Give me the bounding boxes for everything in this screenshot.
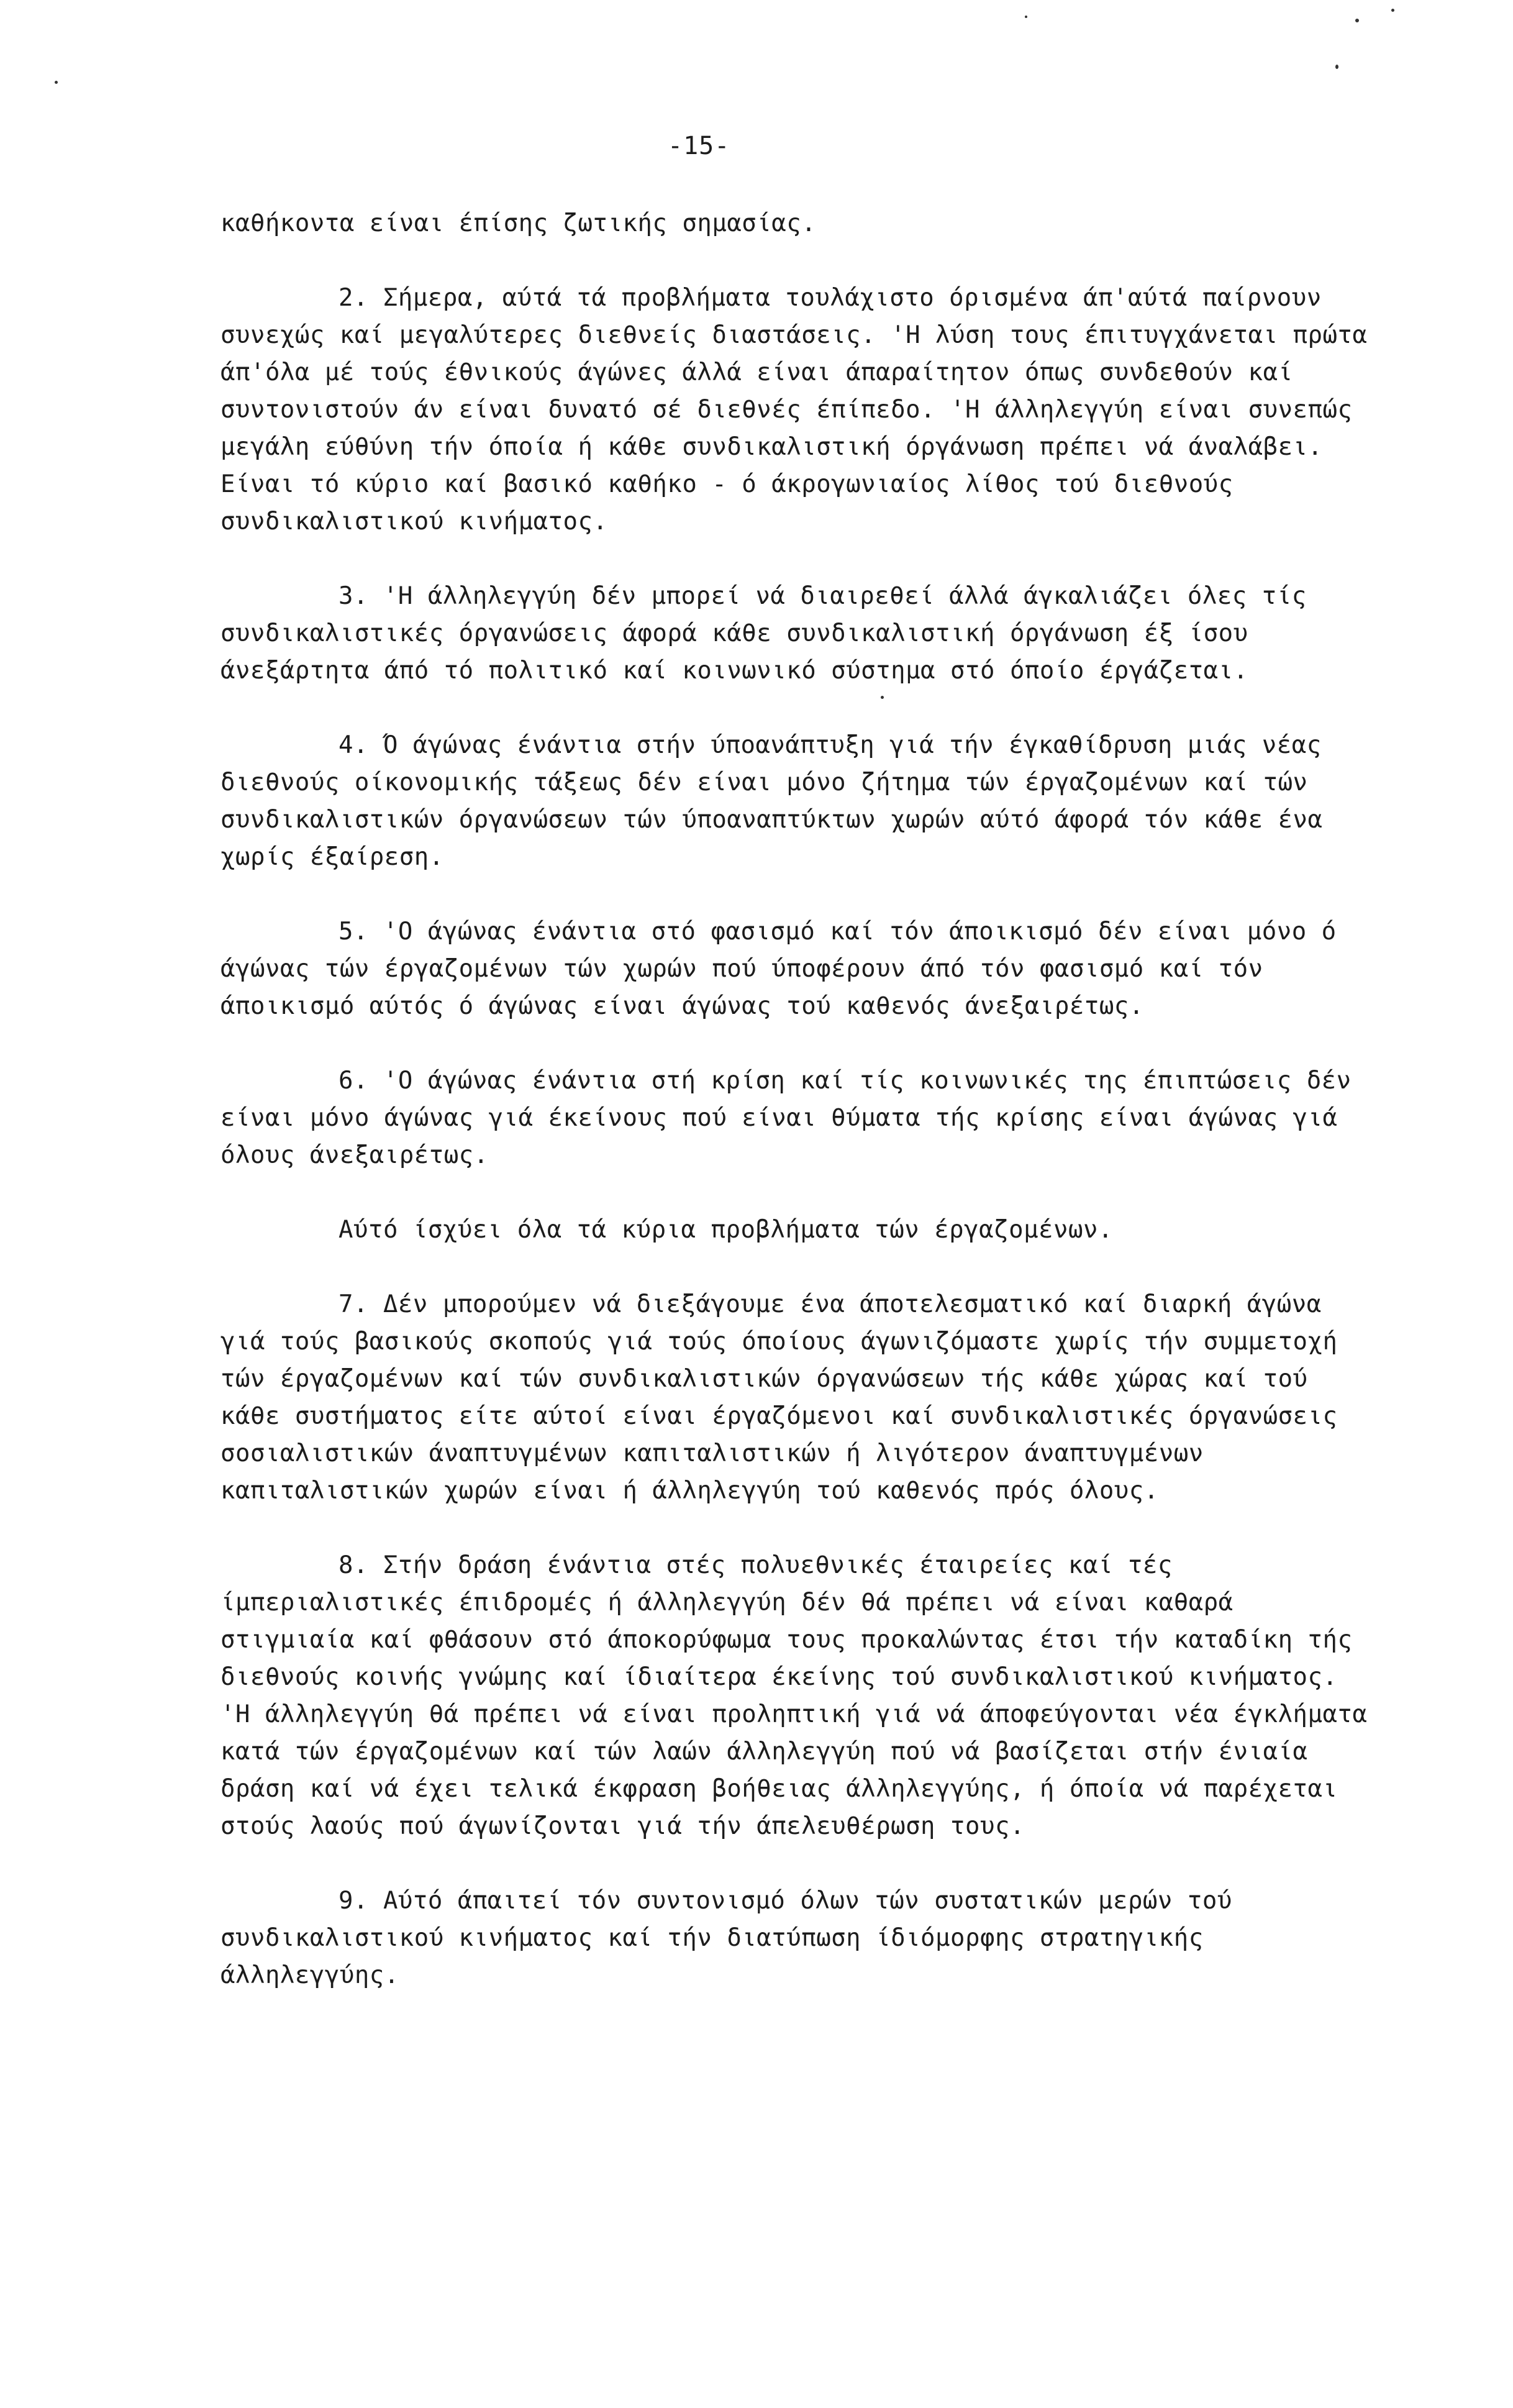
scan-speck [1335,65,1338,69]
paragraph-7: 7. Δέν μπορούμεν νά διεξάγουμε ένα άποτελεσματικό καί διαρκή άγώνα γιά τούς βασικούς σκοπούς γιά τούς όποίους άγωνιζόμαστε χωρίς τήν συμμετοχή τών έργαζομένων καί τών συνδικαλιστικών όργανώσεων τής κάθε χώρας καί τού κάθε συστήματος είτε αύτοί είναι έργαζόμενοι καί συνδικαλιστικές όργανώσεις σοσιαλιστικών άναπτυγμένων καπιταλιστικών ή λιγότερον άναπτυγμένων καπιταλιστικών χωρών είναι ή άλληλεγγύη τού καθενός πρός όλους. [220,1290,1338,1505]
paragraph-9: 9. Αύτό άπαιτεί τόν συντονισμό όλων τών συστατικών μερών τού συνδικαλιστικού κινήματος καί τήν διατύπωση ίδιόμορφης στρατηγικής άλληλεγγύης. [220,1887,1232,1989]
paragraph-2: 2. Σήμερα, αύτά τά προβλήματα τουλάχιστο όρισμένα άπ'αύτά παίρνουν συνεχώς καί μεγαλύτερες διεθνείς διαστάσεις. 'Η λύση τους έπιτυγχάνεται πρώτα άπ'όλα μέ τούς έθνικούς άγώνες άλλά είναι άπαραίτητον όπως συνδεθούν καί συντονιστούν άν είναι δυνατό σέ διεθνές έπίπεδο. 'Η άλληλεγγύη είναι συνεπώς μεγάλη εύθύνη τήν όποία ή κάθε συνδικαλιστική όργάνωση πρέπει νά άναλάβει. Είναι τό κύριο καί βασικό καθήκο - ό άκρογωνιαίος λίθος τού διεθνούς συνδικαλιστικού κινήματος. [220,284,1368,536]
paragraph-3: 3. 'Η άλληλεγγύη δέν μπορεί νά διαιρεθεί άλλά άγκαλιάζει όλες τίς συνδικαλιστικές όργανώσεις άφορά κάθε συνδικαλιστική όργάνωση έξ ίσου άνεξάρτητα άπό τό πολιτικό καί κοινωνικό σύστημα στό όποίο έργάζεται. [220,582,1307,685]
scan-speck [881,696,884,699]
scan-speck [1355,19,1359,22]
document-body [220,205,1376,2032]
paragraph-8: 8. Στήν δράση ένάντια στές πολυεθνικές έταιρείες καί τές ίμπεριαλιστικές έπιδρομές ή άλληλεγγύη δέν θά πρέπει νά είναι καθαρά στιγμιαία καί φθάσουν στό άποκορύφωμα τους προκαλώντας έτσι τήν καταδίκη τής διεθνούς κοινής γνώμης καί ίδιαίτερα έκείνης τού συνδικαλιστικού κινήματος. 'Η άλληλεγγύη θά πρέπει νά είναι προληπτική γιά νά άποφεύγονται νέα έγκλήματα κατά τών έργαζομένων καί τών λαών άλληλεγγύη πού νά βασίζεται στήν ένιαία δράση καί νά έχει τελικά έκφραση βοήθειας άλληλεγγύης, ή όποία νά παρέχεται στούς λαούς πού άγωνίζονται γιά τήν άπελευθέρωση τους. [220,1551,1368,1840]
paragraph-continuation: καθήκοντα είναι έπίσης ζωτικής σημασίας. [220,209,817,237]
scan-speck [1391,9,1394,12]
paragraph-5: 5. 'Ο άγώνας ένάντια στό φασισμό καί τόν άποικισμό δέν είναι μόνο ό άγώνας τών έργαζομένων τών χωρών πού ύποφέρουν άπό τόν φασισμό καί τόν άποικισμό αύτός ό άγώνας είναι άγώνας τού καθενός άνεξαιρέτως. [220,918,1337,1020]
paragraph-6-note: Αύτό ίσχύει όλα τά κύρια προβλήματα τών έργαζομένων. [338,1216,1113,1244]
scan-speck [1025,16,1027,18]
scan-speck [55,81,58,84]
paragraph-4: 4. Ό άγώνας ένάντια στήν ύποανάπτυξη γιά τήν έγκαθίδρυση μιάς νέας διεθνούς οίκονομικής τάξεως δέν είναι μόνο ζήτημα τών έργαζομένων καί τών συνδικαλιστικών όργανώσεων τών ύποαναπτύκτων χωρών αύτό άφορά τόν κάθε ένα χωρίς έξαίρεση. [220,731,1323,871]
page-number: -15- [668,132,730,160]
paragraph-6: 6. 'Ο άγώνας ένάντια στή κρίση καί τίς κοινωνικές της έπιπτώσεις δέν είναι μόνο άγώνας γιά έκείνους πού είναι θύματα τής κρίσης είναι άγώνας γιά όλους άνεξαιρέτως. [220,1067,1352,1169]
